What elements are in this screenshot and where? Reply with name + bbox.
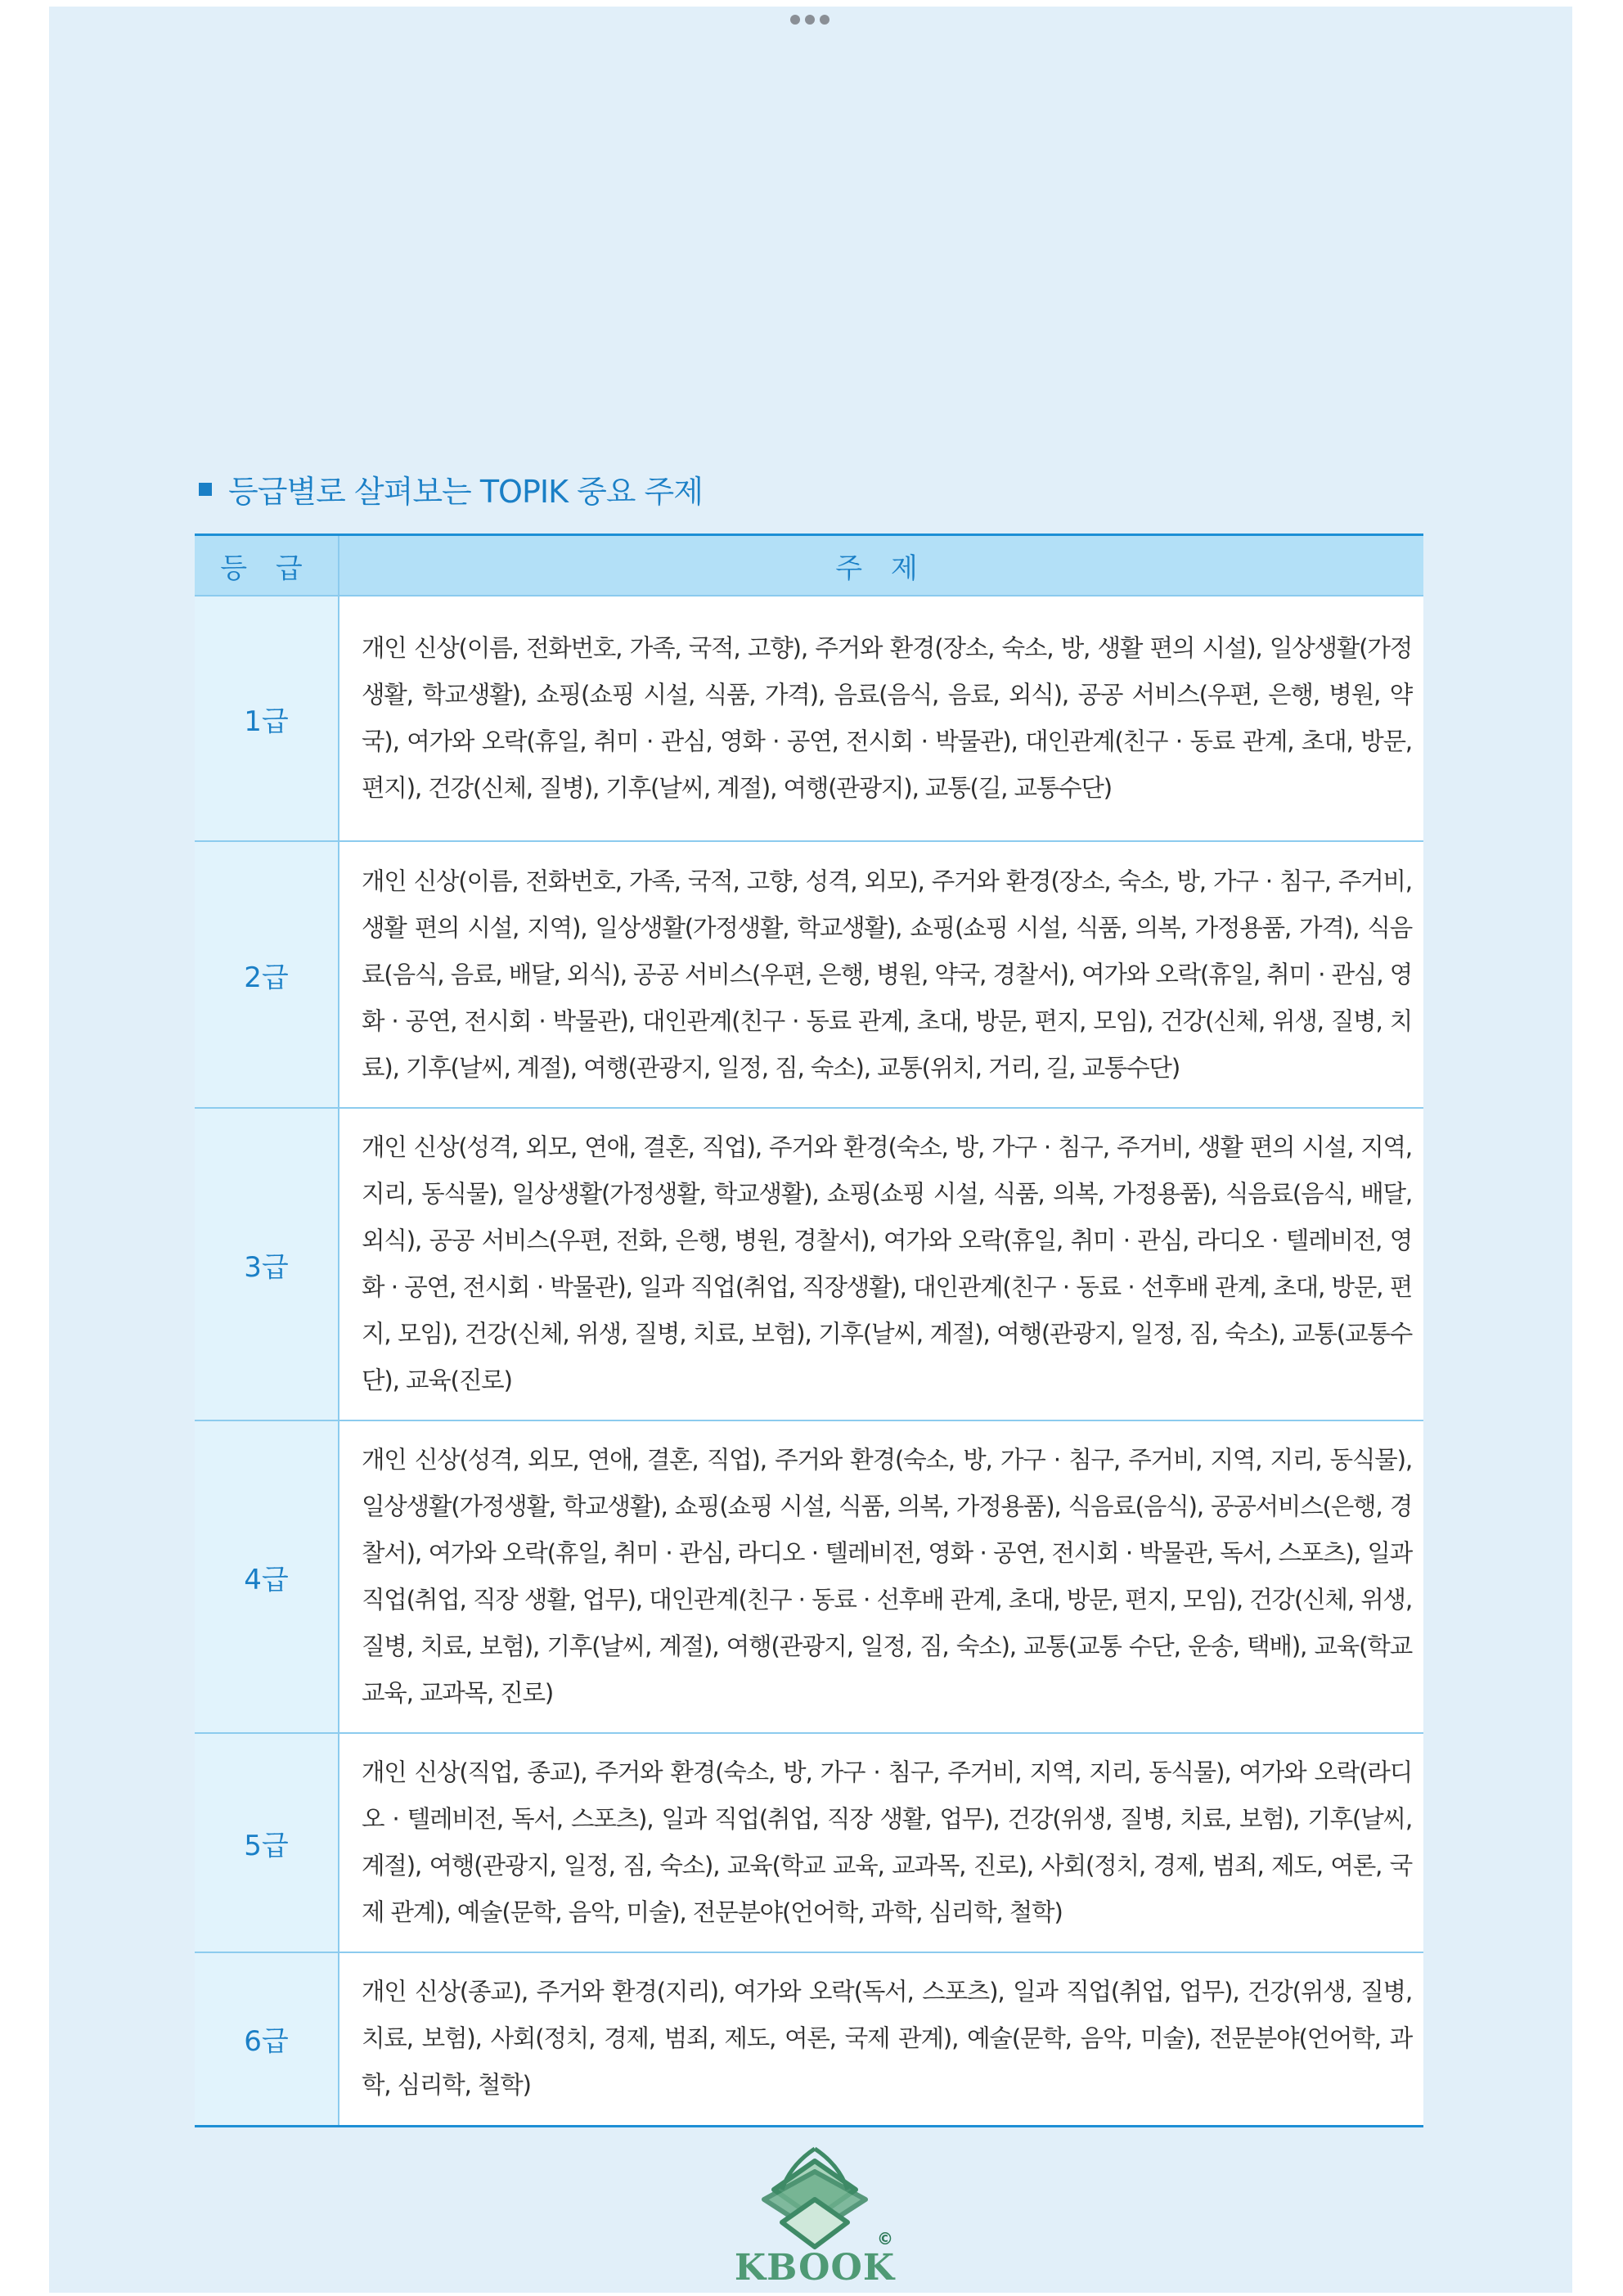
table-header-row — [195, 535, 1423, 597]
topik-topics-table — [195, 533, 1423, 2127]
kbook-logo — [725, 2132, 905, 2289]
grade-cell: 1급 — [195, 596, 339, 841]
grade-cell: 5급 — [195, 1733, 339, 1952]
more-options-icon[interactable] — [790, 15, 829, 25]
topics-cell: 개인 신상(직업, 종교), 주거와 환경(숙소, 방, 가구 · 침구, 주거비, 지역, 지리, 동식물), 여가와 오락(라디오 · 텔레비전, 독서, 스포츠), 일과 직업(취업, 직장 생활, 업무), 건강(위생, 질병, 치료, 보험), 기후(날씨, 계절), 여행(관광지, 일정, 짐, 숙소), 교육(학교 교육, 교과목, 진로), 사회(정치, 경제, 범죄, 제도, 여론, 국제 관계), 예술(문학, 음악, 미술), 전문분야(언어학, 과학, 심리학, 철학) — [339, 1733, 1423, 1952]
table-row — [195, 1108, 1423, 1420]
section-heading-text: 등급별로 살펴보는 TOPIK 중요 주제 — [228, 474, 703, 510]
logo-text: KBOOK — [734, 2247, 896, 2289]
topic-column-header: 주 제 — [339, 535, 1423, 597]
section-heading — [199, 466, 703, 511]
grade-column-header: 등 급 — [195, 535, 339, 597]
copyright-mark: © — [877, 2229, 893, 2249]
topics-cell: 개인 신상(종교), 주거와 환경(지리), 여가와 오락(독서, 스포츠), 일과 직업(취업, 업무), 건강(위생, 질병, 치료, 보험), 사회(정치, 경제, 범죄, 제도, 여론, 국제 관계), 예술(문학, 음악, 미술), 전문분야(언어학, 과학, 심리학, 철학) — [339, 1952, 1423, 2126]
table-row — [195, 1733, 1423, 1952]
topics-cell: 개인 신상(이름, 전화번호, 가족, 국적, 고향, 성격, 외모), 주거와 환경(장소, 숙소, 방, 가구 · 침구, 주거비, 생활 편의 시설, 지역), 일상생활(가정생활, 학교생활), 쇼핑(쇼핑 시설, 식품, 의복, 가정용품, 가격), 식음료(음식, 음료, 배달, 외식), 공공 서비스(우편, 은행, 병원, 약국, 경찰서), 여가와 오락(휴일, 취미 · 관심, 영화 · 공연, 전시회 · 박물관), 대인관계(친구 · 동료 관계, 초대, 방문, 편지, 모임), 건강(신체, 위생, 질병, 치료), 기후(날씨, 계절), 여행(관광지, 일정, 짐, 숙소), 교통(위치, 거리, 길, 교통수단) — [339, 841, 1423, 1108]
topics-cell: 개인 신상(이름, 전화번호, 가족, 국적, 고향), 주거와 환경(장소, 숙소, 방, 생활 편의 시설), 일상생활(가정생활, 학교생활), 쇼핑(쇼핑 시설, 식품, 가격), 음료(음식, 음료, 외식), 공공 서비스(우편, 은행, 병원, 약국), 여가와 오락(휴일, 취미 · 관심, 영화 · 공연, 전시회 · 박물관), 대인관계(친구 · 동료 관계, 초대, 방문, 편지), 건강(신체, 질병), 기후(날씨, 계절), 여행(관광지), 교통(길, 교통수단) — [339, 596, 1423, 841]
table-row — [195, 1952, 1423, 2126]
table-row — [195, 1420, 1423, 1733]
table-row — [195, 841, 1423, 1108]
topics-cell: 개인 신상(성격, 외모, 연애, 결혼, 직업), 주거와 환경(숙소, 방, 가구 · 침구, 주거비, 생활 편의 시설, 지역, 지리, 동식물), 일상생활(가정생활, 학교생활), 쇼핑(쇼핑 시설, 식품, 의복, 가정용품), 식음료(음식, 배달, 외식), 공공 서비스(우편, 전화, 은행, 병원, 경찰서), 여가와 오락(휴일, 취미 · 관심, 라디오 · 텔레비전, 영화 · 공연, 전시회 · 박물관), 일과 직업(취업, 직장생활), 대인관계(친구 · 동료 · 선후배 관계, 초대, 방문, 편지, 모임), 건강(신체, 위생, 질병, 치료, 보험), 기후(날씨, 계절), 여행(관광지, 일정, 짐, 숙소), 교통(교통수단), 교육(진로) — [339, 1108, 1423, 1420]
grade-cell: 6급 — [195, 1952, 339, 2126]
table-row — [195, 596, 1423, 841]
grade-cell: 3급 — [195, 1108, 339, 1420]
topics-cell: 개인 신상(성격, 외모, 연애, 결혼, 직업), 주거와 환경(숙소, 방, 가구 · 침구, 주거비, 지역, 지리, 동식물), 일상생활(가정생활, 학교생활), 쇼핑(쇼핑 시설, 식품, 의복, 가정용품), 식음료(음식), 공공서비스(은행, 경찰서), 여가와 오락(휴일, 취미 · 관심, 라디오 · 텔레비전, 영화 · 공연, 전시회 · 박물관, 독서, 스포츠), 일과 직업(취업, 직장 생활, 업무), 대인관계(친구 · 동료 · 선후배 관계, 초대, 방문, 편지, 모임), 건강(신체, 위생, 질병, 치료, 보험), 기후(날씨, 계절), 여행(관광지, 일정, 짐, 숙소), 교통(교통 수단, 운송, 택배), 교육(학교 교육, 교과목, 진로) — [339, 1420, 1423, 1733]
square-bullet-icon — [199, 483, 212, 496]
grade-cell: 2급 — [195, 841, 339, 1108]
grade-cell: 4급 — [195, 1420, 339, 1733]
